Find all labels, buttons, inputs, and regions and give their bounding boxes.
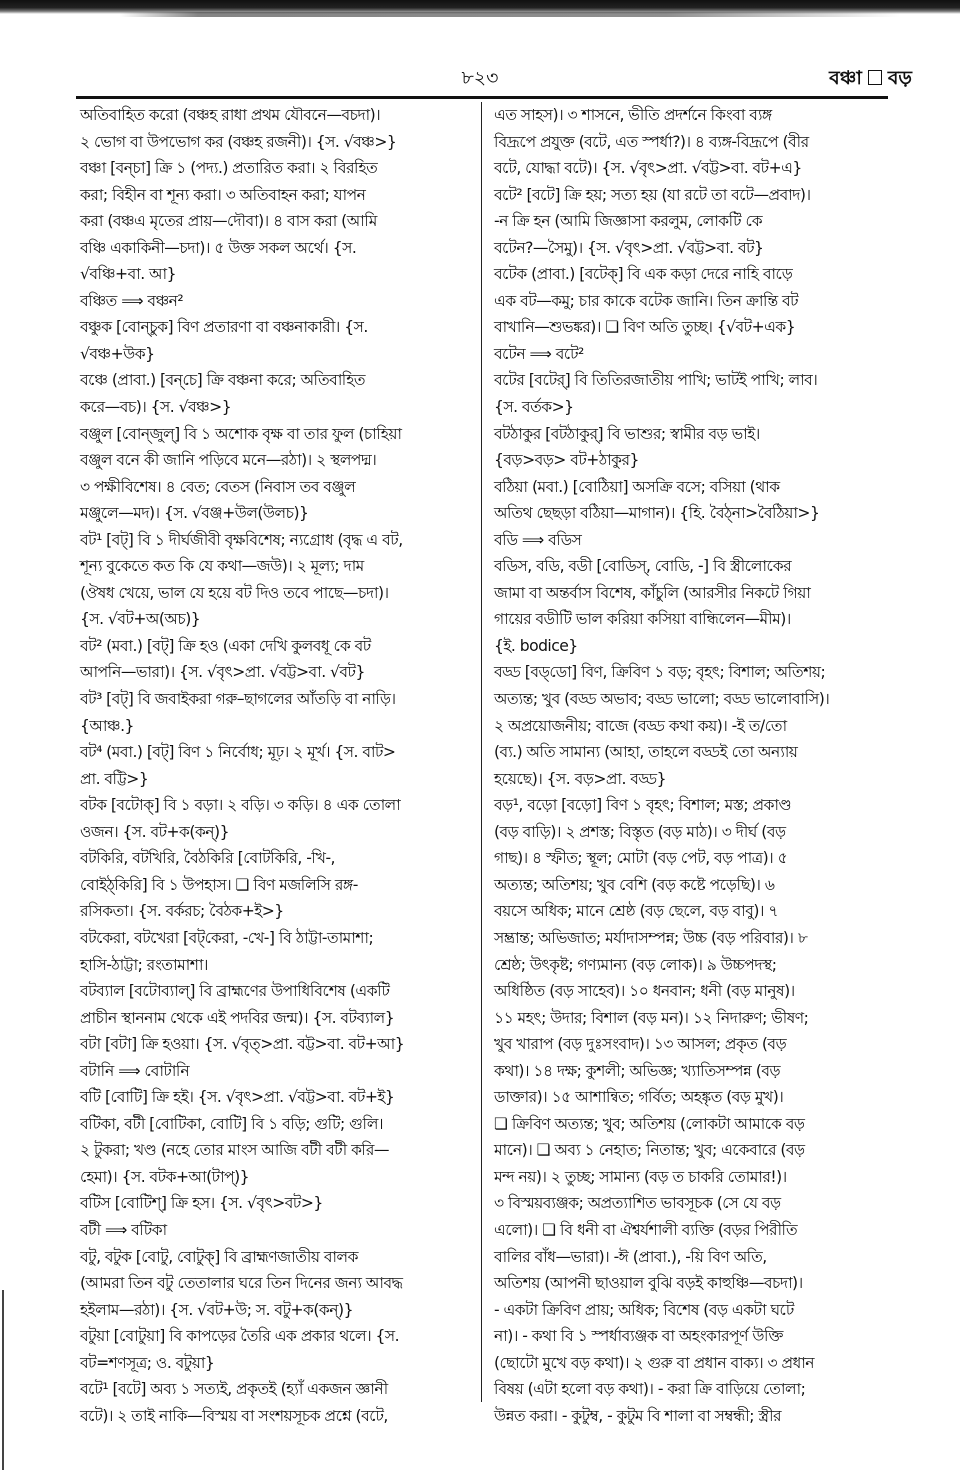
dictionary-line: বোইঠ্‌কিরি] বি ১ উপহাস। ❏ বিণ মজলিসি রঙ্গ- [80,875,358,894]
dictionary-line: {বড়>বড়> বট+ঠাকুর} [494,451,639,470]
dictionary-line: ২ অপ্রয়োজনীয়; বাজে (বড্ড কথা কয়)। -ই ত/তো [494,716,787,735]
dictionary-line: বটের [বটের্] বি তিতিরজাতীয় পাখি; ভাটই পাখি; লাব। [494,371,818,390]
dictionary-line: বটিস [বোটিশ্] ক্রি হস। {স. √বৃৎ>বট>} [80,1194,323,1213]
dictionary-line: বটঠাকুর [বটঠাকুর্] বি ভাশুর; স্বামীর বড় ভাই। [494,424,760,443]
dictionary-line: অতিশয় (আপনী ছাওয়াল বুঝি বড়ই কাহুঞ্চি—বচদা)। [494,1274,803,1293]
dictionary-line: বট⁴ (মবা.) [বট্] বিণ ১ নির্বোধ; মূঢ়। ২ মূর্খ। {স. বাট> [80,743,396,762]
dictionary-line: আপনি—ভারা)। {স. √বৃৎ>প্রা. √বট্ট>বা. √বট} [80,663,365,682]
dictionary-line: বয়সে অধিক; মানে শ্রেষ্ঠ (বড় ছেলে, বড় বাবু)। ৭ [494,902,778,921]
dictionary-line: অত্যন্ত; অতিশয়; খুব বেশি (বড় কষ্টে পড়েছি)। ৬ [494,875,775,894]
dictionary-line: {আঞ্চ.} [80,716,134,735]
dictionary-line: না)। - কথা বি ১ স্পর্ধাব্যঞ্জক বা অহংকারপূর্ণ উক্তি [494,1327,784,1346]
dictionary-line: করে—বচ)। {স. √বঞ্চ>} [80,398,232,417]
dictionary-line: এক বট—কমু; চার কাকে বটেক জানি। তিন ক্রান্তি বট [494,291,799,310]
dictionary-line: বিদ্রূপে প্রযুক্ত (বটে, এত স্পর্ধা?)। ৪ ব্যঙ্গ-বিদ্রূপে (বীর [494,132,809,151]
dictionary-line: করা (বঞ্চএ মৃতের প্রায়—দৌবা)। ৪ বাস করা (আমি [80,212,377,231]
dictionary-line: বডিস, বডি, বডী [বোডিস্, বোডি, -] বি স্ত্রীলোকের [494,557,792,576]
dictionary-line: বটে, যোদ্ধা বটে)। {স. √বৃৎ>প্রা. √বট্ট>বা. বট+এ} [494,159,802,178]
dictionary-line: বটু, বটুক [বোটু, বোটুক্] বি ব্রাহ্মণজাতীয় বালক [80,1247,358,1266]
dictionary-line: ২ ভোগ বা উপভোগ কর (বঞ্চহ রজনী)। {স. √বঞ্চ>} [80,132,397,151]
scan-left-edge [2,1290,4,1470]
page-number: ৮২৩ [461,67,499,89]
dictionary-line: অতিথ ছেছড়া বঠিয়া—মাগান)। {হি. বৈঠ্‌না>বৈঠিয়া>} [494,504,820,523]
dictionary-line: কথা)। ১৪ দক্ষ; কুশলী; অভিজ্ঞ; খ্যাতিসম্পন্ন (বড় [494,1061,781,1080]
dictionary-line: বডি ⟹ বডিস [494,530,582,549]
dictionary-line: বট² (মবা.) [বট্] ক্রি হও (একা দেখি কুলবধূ কে বট [80,636,371,655]
dictionary-line: বিষয় (এটা হলো বড় কথা)। - করা ক্রি বাড়িয়ে তোলা; [494,1380,806,1399]
dictionary-line: বটী ⟹ বটিকা [80,1220,167,1239]
dictionary-line: বটেক (প্রাবা.) [বটেক্] বি এক কড়া দেরে নাহি বাড়ে [494,265,793,284]
dictionary-line: এত সাহস)। ৩ শাসনে, ভীতি প্রদর্শনে কিংবা ব্যঙ্গ [494,106,772,124]
dictionary-line: বালির বাঁধ—ভারা)। -ঈ (প্রাবা.), -য়ি বিণ অতি, [494,1247,767,1266]
dictionary-line: {স. √বট+অ(অচ)} [80,610,201,629]
guide-word-first: বঞ্চা [829,67,862,89]
dictionary-line: বটে)। ২ তাই নাকি—বিস্ময় বা সংশয়সূচক প্রশ্নে (বটে, [80,1406,388,1425]
dictionary-line: বঞ্চুক [বোন্‌চুক] বিণ প্রতারণা বা বঞ্চনাকারী। {স. [80,318,368,337]
dictionary-line: রসিকতা। {স. বর্করচ; বৈঠক+ই>} [80,902,284,921]
dictionary-line: অত্যন্ত; খুব (বড্ড অভাব; বড্ড ভালো; বড্ড ভালোবাসি)। [494,690,830,709]
dictionary-line: ১১ মহৎ; উদার; বিশাল (বড় মন)। ১২ নিদারুণ; ভীষণ; [494,1008,809,1027]
dictionary-line: বঞ্চিত ⟹ বঞ্চন² [80,291,184,310]
dictionary-line: বড্ড [বড্‌ডো] বিণ, ক্রিবিণ ১ বড়; বৃহৎ; বিশাল; অতিশয়; [494,663,826,682]
scan-top-shadow [120,12,900,17]
dictionary-line: গায়ের বডীটি ভাল করিয়া কসিয়া বান্ধিলেন—মীম)। [494,610,791,629]
dictionary-line: বটিকা, বটী [বোটিকা, বোটি] বি ১ বড়ি; গুটি; গুলি। [80,1114,384,1133]
dictionary-line: বটা [বটা] ক্রি হওয়া। {স. √বৃত্>প্রা. বট্ট>বা. বট+আ} [80,1035,405,1054]
guide-words [829,64,912,96]
dictionary-line: মঞ্জুলে—মদ)। {স. √বঞ্জ+উল(উলচ)} [80,504,309,523]
dictionary-line: ওজন। {স. বট+ক(কন্)} [80,822,229,841]
dictionary-line: হইলাম—রঠা)। {স. √বট+উ; স. বটু+ক(কন্)} [80,1300,353,1319]
dictionary-line: উন্নত করা। - কুটুম্ব, - কুটুম বি শালা বা সম্বন্ধী; স্ত্রীর [494,1406,782,1425]
dictionary-line: ❏ ক্রিবিণ অত্যন্ত; খুব; অতিশয় (লোকটা আমাকে বড় [494,1114,805,1133]
dictionary-line: বটে¹ [বটে] অব্য ১ সত্যই, প্রকৃতই (হ্যাঁ একজন জ্ঞানী [80,1380,388,1399]
dictionary-line: (ব্য.) অতি সামান্য (আহা, তাহলে বড্ডই তো অন্যায় [494,743,798,762]
dictionary-line: প্রাচীন স্থাননাম থেকে এই পদবির জন্ম)। {স. বটব্যাল} [80,1008,395,1027]
dictionary-line: বট=শণসূত্র; ও. বটুয়া} [80,1353,215,1372]
column-divider [481,102,482,1402]
dictionary-line: (ঔষধ খেয়ে, ভাল যে হয়ে বট দিও তবে পাছে—চদা)। [80,583,389,602]
dictionary-line: বটে² [বটে] ক্রি হয়; সত্য হয় (যা রটে তা বটে—প্রবাদ)। [494,185,811,204]
dictionary-line: -ন ক্রি হন (আমি জিজ্ঞাসা করলুম, লোকটি কে [494,212,763,231]
dictionary-line: বঞ্চি একাকিনী—চদা)। ৫ উক্ত সকল অর্থে। {স. [80,238,357,257]
dictionary-line: বটব্যাল [বটোব্যাল্] বি ব্রাহ্মণের উপাধিবিশেষ (একটি [80,982,390,1001]
dictionary-line: বঞ্চে (প্রাবা.) [বন্‌চে] ক্রি বঞ্চনা করে; অতিবাহিত [80,371,366,390]
dictionary-line: বঞ্জুল [বোন্‌জুল্] বি ১ অশোক বৃক্ষ বা তার ফুল (চাহিয়া [80,424,402,443]
dictionary-line: অধিষ্ঠিত (বড় সাহেব)। ১০ ধনবান; ধনী (বড় মানুষ)। [494,982,795,1001]
dictionary-line: ৩ বিস্ময়ব্যঞ্জক; অপ্রত্যাশিত ভাবসূচক (সে যে বড় [494,1194,781,1213]
dictionary-line: বটি [বোটি] ক্রি হই। {স. √বৃৎ>প্রা. √বট্ট>বা. বট+ই} [80,1088,395,1107]
header-rule [76,96,888,99]
dictionary-line: ৩ পক্ষীবিশেষ। ৪ বেত; বেতস (নিবাস তব বঞ্জুল [80,477,356,496]
dictionary-line: বট¹ [বট্] বি ১ দীর্ঘজীবী বৃক্ষবিশেষ; ন্যগ্রোধ (বৃদ্ধ এ বট, [80,530,403,549]
dictionary-line: বটুয়া [বোটুয়া] বি কাপড়ের তৈরি এক প্রকার থলে। {স. [80,1327,400,1346]
dictionary-line: ডাক্তার)। ১৫ আশান্বিত; গর্বিত; অহঙ্কৃত (বড় মুখ)। [494,1088,784,1107]
dictionary-line: বটকিরি, বটখিরি, বৈঠকিরি [বোটকিরি, -খি-, [80,849,335,868]
dictionary-line: √বঞ্চ+উক} [80,344,155,363]
dictionary-line: অতিবাহিত করো (বঞ্চহ রাধা প্রথম যৌবনে—বচদা)। [80,106,381,124]
dictionary-line: বটানি ⟹ বোটানি [80,1061,190,1080]
dictionary-line: (ছোটো মুখে বড় কথা)। ২ গুরু বা প্রধান বাক্য। ৩ প্রধান [494,1353,815,1372]
dictionary-line: বড়¹, বড়ো [বড়ো] বিণ ১ বৃহৎ; বিশাল; মস্ত; প্রকাণ্ড [494,796,792,815]
dictionary-line: খুব খারাপ (বড় দুঃসংবাদ)। ১৩ আসল; প্রকৃত (বড় [494,1035,787,1054]
dictionary-line: {ই. bodice} [494,636,578,655]
dictionary-line: শ্রেষ্ঠ; উৎকৃষ্ট; গণ্যমান্য (বড় লোক)। ৯ উচ্চপদস্থ; [494,955,777,974]
dictionary-line: মন্দ নয়)। ২ তুচ্ছ; সামান্য (বড় ত চাকরি তোমার!)। [494,1167,787,1186]
left-column [80,102,468,1425]
dictionary-line: বঞ্জুল বনে কী জানি পড়িবে মনে—রঠা)। ২ স্থলপদ্ম। [80,451,377,470]
right-column [494,102,886,1425]
dictionary-line: বঞ্চা [বন্‌চা] ক্রি ১ (পদ্য.) প্রতারিত করা। ২ বিরহিত [80,159,378,178]
dictionary-line: বটক [বটোক্] বি ১ বড়া। ২ বড়ি। ৩ কড়ি। ৪ এক তোলা [80,796,401,815]
dictionary-line: বটকেরা, বটখেরা [বট্‌কেরা, -খে-] বি ঠাট্টা-তামাশা; [80,928,374,947]
dictionary-line: ২ টুকরা; খণ্ড (নহে তোর মাংস আজি বটী বটী করি— [80,1141,389,1160]
dictionary-line: (আমরা তিন বটু তেতালার ঘরে তিন দিনের জন্য আবদ্ধ [80,1274,403,1293]
dictionary-line: বট³ [বট্] বি জবাইকরা গরু–ছাগলের আঁতড়ি বা নাড়ি। [80,690,396,709]
dictionary-line: গাছ)। ৪ স্ফীত; স্থূল; মোটা (বড় পেট, বড় পাত্র)। ৫ [494,849,788,868]
dictionary-line: জামা বা অন্তর্বাস বিশেষ, কাঁচুলি (আরসীর নিকটে গিয়া [494,583,811,602]
dictionary-line: হয়েছে)। {স. বড়>প্রা. বড্ড} [494,769,667,788]
dictionary-line: এলো)। ❏ বি ধনী বা ঐশ্বর্যশালী ব্যক্তি (বড়র পিরীতি [494,1220,798,1239]
dictionary-line: বটেন?—সৈমু)। {স. √বৃৎ>প্রা. √বট্ট>বা. বট} [494,238,764,257]
dictionary-line: মানে)। ❏ অব্য ১ নেহাত; নিতান্ত; খুব; একেবারে (বড় [494,1141,805,1160]
dictionary-line: হাসি-ঠাট্টা; রংতামাশা। [80,955,208,974]
dictionary-line: বটেন ⟹ বটে² [494,344,584,363]
dictionary-line: (বড় বাড়ি)। ২ প্রশস্ত; বিস্তৃত (বড় মাঠ)। ৩ দীর্ঘ (বড় [494,822,786,841]
dictionary-line: বঠিয়া (মবা.) [বোঠিয়া] অসক্রি বসে; বসিয়া (থাক [494,477,780,496]
dictionary-line: হেমা)। {স. বটক+আ(টাপ্)} [80,1167,250,1186]
separator-box-icon [868,70,882,85]
guide-word-last: বড় [887,67,912,89]
dictionary-line: করা; বিহীন বা শূন্য করা। ৩ অতিবাহন করা; যাপন [80,185,366,204]
dictionary-line: বাখানি—শুভঙ্কর)। ❏ বিণ অতি তুচ্ছ। {√বট+এক} [494,318,796,337]
dictionary-line: শূন্য বুকেতে কত কি যে কথা—জউ)। ২ মূল্য; দাম [80,557,364,576]
dictionary-line: {স. বর্তক>} [494,398,574,417]
dictionary-line: √বঞ্চি+বা. আ} [80,265,177,284]
dictionary-line: - একটা ক্রিবিণ প্রায়; অধিক; বিশেষ (বড় একটা ঘটে [494,1300,794,1319]
dictionary-line: প্রা. বট্টি>} [80,769,149,788]
dictionary-line: সম্ভ্রান্ত; অভিজাত; মর্যাদাসম্পন্ন; উচ্চ (বড় পরিবার)। ৮ [494,928,808,947]
